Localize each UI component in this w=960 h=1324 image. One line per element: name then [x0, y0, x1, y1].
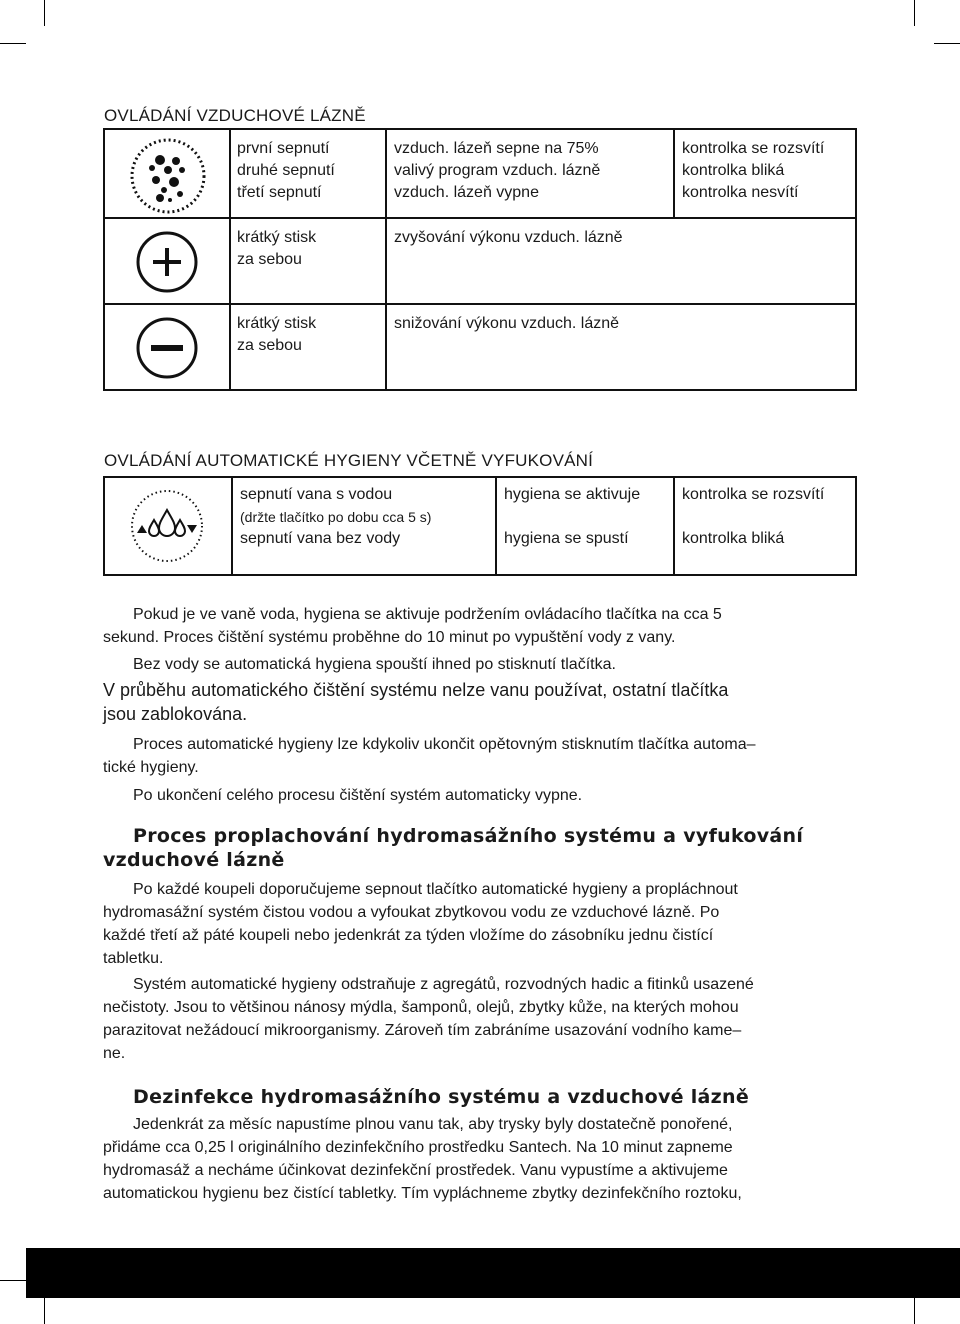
- crop-mark: [914, 1298, 915, 1324]
- text-line: sekund. Proces čištění systému proběhne do 10 minut po vypuštění vody z vany.: [103, 629, 676, 646]
- paragraph: [103, 653, 858, 676]
- action-text: sepnutí vana s vodou: [240, 486, 393, 503]
- crop-mark: [0, 43, 26, 44]
- disinfection-paragraph: [103, 1113, 858, 1205]
- text-line: Po ukončení celého procesu čištění systém automaticky vypne.: [133, 787, 583, 804]
- text-line: Jedenkrát za měsíc napustíme plnou vanu tak, aby trysky byly dostatečně ponořené,: [133, 1116, 733, 1133]
- bubbles-icon: [130, 138, 206, 214]
- crop-mark: [44, 1298, 45, 1324]
- flush-heading: [103, 824, 863, 872]
- action-note: (držte tlačítko po dobu cca 5 s): [240, 509, 432, 525]
- action-text: první sepnutí: [237, 140, 330, 157]
- plus-button-cell: [104, 218, 230, 304]
- minus-icon: [136, 317, 198, 379]
- flush-paragraph-1: [103, 878, 858, 970]
- page-footer-bar: [26, 1248, 960, 1298]
- hygiene-button-cell: [104, 477, 232, 575]
- text-line: Bez vody se automatická hygiena spouští ihned po stisknutí tlačítka.: [133, 656, 616, 673]
- text-line: ne.: [103, 1045, 126, 1062]
- disinfection-heading: [103, 1085, 863, 1109]
- heading-line: vzduchové lázně: [103, 849, 285, 871]
- text-line: hydromasáž a necháme účinkovat dezinfekční prostředek. Vanu vypustíme a aktivujeme: [103, 1162, 728, 1179]
- action-text: třetí sepnutí: [237, 184, 322, 201]
- text-line: automatickou hygienu bez čistící tabletky. Tím vypláchneme zbytky dezinfekčního roztoku,: [103, 1185, 742, 1202]
- minus-actions-cell: [230, 304, 386, 390]
- air-bath-actions-cell: [230, 129, 386, 218]
- text-line: parazitovat nežádoucí mikroorganismy. Zároveň tím zabráníme usazování vodního kame–: [103, 1022, 742, 1039]
- text-line: přidáme cca 0,25 l originálního dezinfekčního prostředku Santech. Na 10 minut zapneme: [103, 1139, 733, 1156]
- flush-paragraph-2: [103, 973, 858, 1065]
- text-line: Systém automatické hygieny odstraňuje z agregátů, rozvodných hadic a fitinků usazené: [133, 976, 754, 993]
- hygiene-actions-cell: [232, 477, 496, 575]
- effect-text: zvyšování výkonu vzduch. lázně: [394, 229, 623, 246]
- hygiene-lights-cell: [674, 477, 856, 575]
- hygiene-effects-cell: [496, 477, 674, 575]
- effect-text: hygiena se aktivuje: [504, 486, 641, 503]
- effect-text: valivý program vzduch. lázně: [394, 162, 601, 179]
- paragraph: [103, 733, 858, 779]
- effect-text: hygiena se spustí: [504, 530, 629, 547]
- air-bath-effects-cell: [386, 129, 674, 218]
- action-text: krátký stisk: [237, 229, 317, 246]
- crop-mark: [0, 1280, 26, 1281]
- text-line: hydromasážní systém čistou vodou a vyfoukat zbytkovou vodu ze vzduchové lázně. Po: [103, 904, 720, 921]
- plus-icon: [136, 231, 198, 293]
- heading-line: Dezinfekce hydromasážního systému a vzduchové lázně: [133, 1086, 750, 1108]
- paragraph-emphasis: [103, 678, 858, 726]
- action-text: sepnutí vana bez vody: [240, 530, 401, 547]
- air-bath-button-cell: [104, 129, 230, 218]
- action-text: druhé sepnutí: [237, 162, 335, 179]
- crop-mark: [934, 43, 960, 44]
- action-text: za sebou: [237, 251, 302, 268]
- effect-text: vzduch. lázeň sepne na 75%: [394, 140, 599, 157]
- hygiene-control-table: [103, 476, 857, 576]
- text-line: Po každé koupeli doporučujeme sepnout tlačítko automatické hygieny a propláchnout: [133, 881, 738, 898]
- light-text: kontrolka se rozsvítí: [682, 486, 825, 503]
- air-bath-control-table: [103, 128, 857, 391]
- text-line: nečistoty. Jsou to většinou nánosy mýdla, šamponů, olejů, zbytky kůže, na kterých mohou: [103, 999, 739, 1016]
- plus-effects-cell: [386, 218, 856, 304]
- hygiene-drops-icon: [129, 488, 205, 564]
- action-text: za sebou: [237, 337, 302, 354]
- air-bath-section-title: OVLÁDÁNÍ VZDUCHOVÉ LÁZNĚ: [104, 106, 366, 125]
- crop-mark: [914, 0, 915, 26]
- light-text: kontrolka bliká: [682, 530, 785, 547]
- minus-effects-cell: [386, 304, 856, 390]
- action-text: krátký stisk: [237, 315, 317, 332]
- text-line: Proces automatické hygieny lze kdykoliv ukončit opětovným stisknutím tlačítka automa–: [133, 736, 756, 753]
- light-text: kontrolka bliká: [682, 162, 785, 179]
- effect-text: snižování výkonu vzduch. lázně: [394, 315, 620, 332]
- text-line: Pokud je ve vaně voda, hygiena se aktivuje podržením ovládacího tlačítka na cca 5: [133, 606, 722, 623]
- text-line: každé třetí až páté koupeli nebo jedenkrát za týden vložíme do zásobníku jednu čistící: [103, 927, 714, 944]
- plus-actions-cell: [230, 218, 386, 304]
- heading-line: Proces proplachování hydromasážního systému a vyfukování: [133, 825, 804, 847]
- effect-text: vzduch. lázeň vypne: [394, 184, 539, 201]
- text-line: tické hygieny.: [103, 759, 199, 776]
- crop-mark: [44, 0, 45, 26]
- minus-button-cell: [104, 304, 230, 390]
- paragraph: [103, 603, 858, 649]
- hygiene-section-title: OVLÁDÁNÍ AUTOMATICKÉ HYGIENY VČETNĚ VYFUKOVÁNÍ: [104, 451, 594, 470]
- air-bath-lights-cell: [674, 129, 856, 218]
- text-line: V průběhu automatického čištění systému nelze vanu používat, ostatní tlačítka: [103, 680, 729, 700]
- light-text: kontrolka nesvítí: [682, 184, 799, 201]
- light-text: kontrolka se rozsvítí: [682, 140, 825, 157]
- paragraph: [103, 784, 858, 807]
- text-line: tabletku.: [103, 950, 164, 967]
- text-line: jsou zablokována.: [103, 704, 248, 724]
